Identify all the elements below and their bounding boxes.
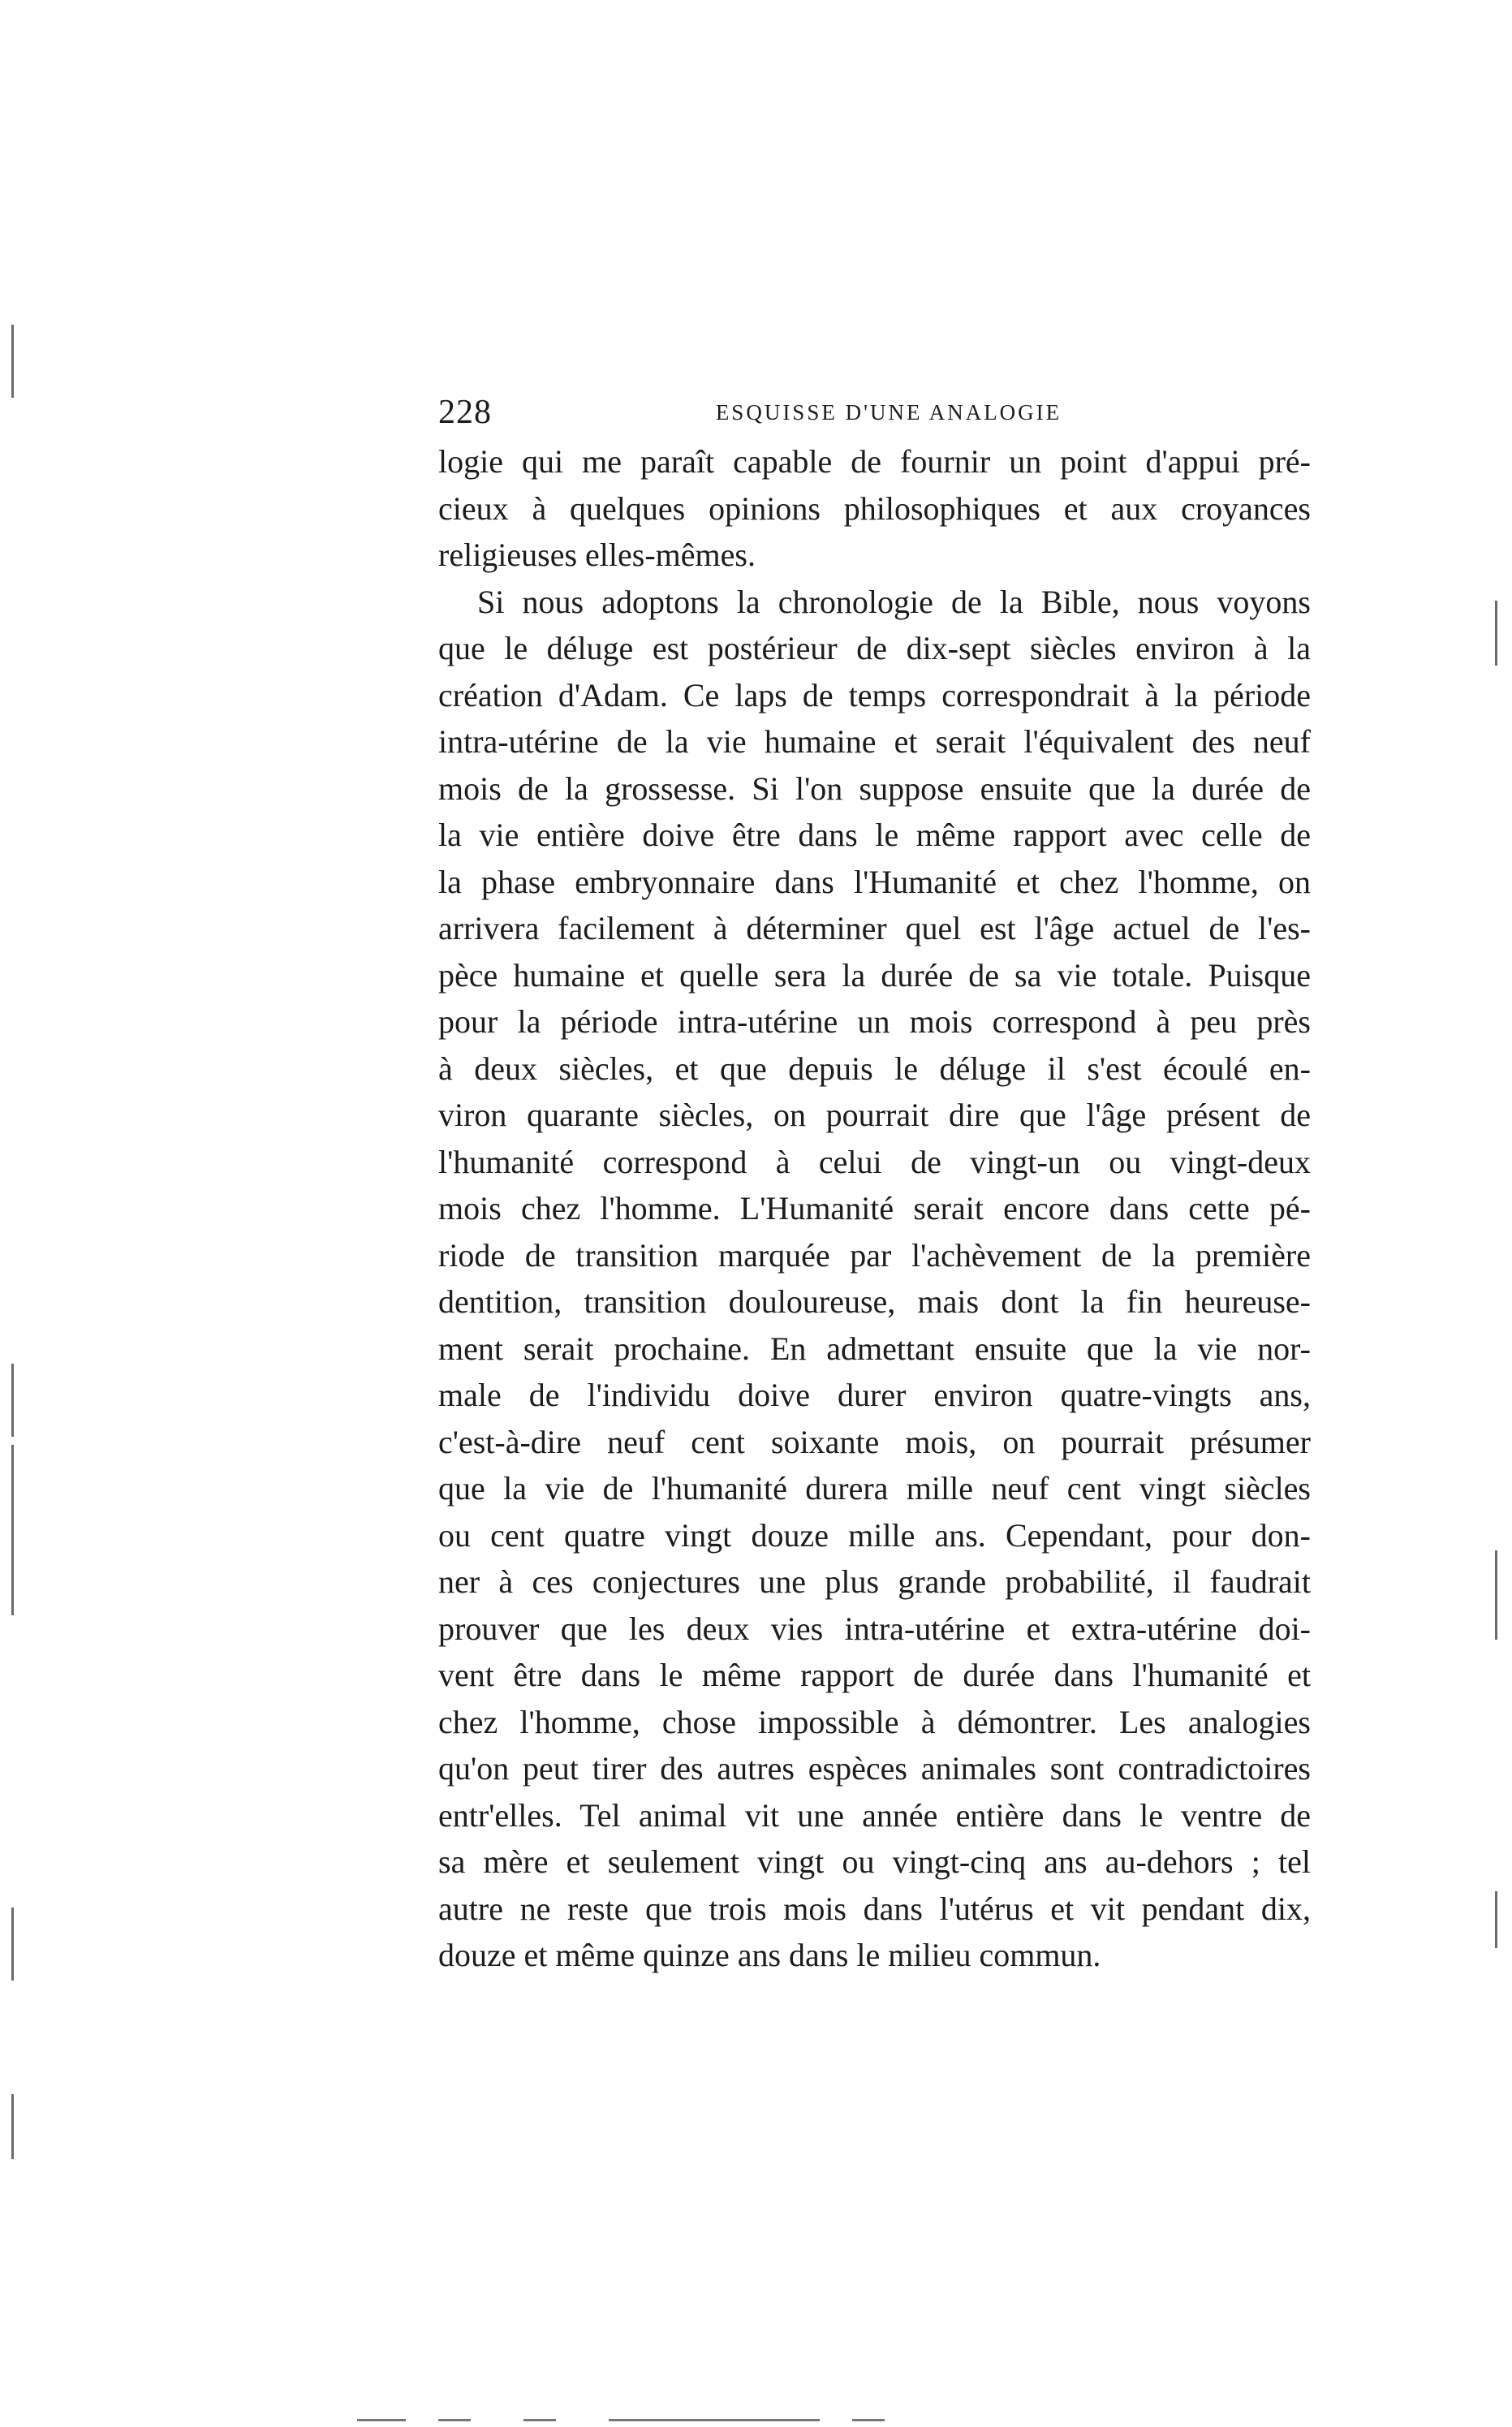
text-line: que le déluge est postérieur de dix-sept siècles environ à la [438, 630, 1311, 666]
text-line: male de l'individu doive durer environ quatre-vingts ans, [438, 1377, 1311, 1413]
scan-edge-mark [11, 325, 14, 398]
text-line: c'est-à-dire neuf cent soixante mois, on pourrait présumer [438, 1423, 1311, 1460]
text-line: à deux siècles, et que depuis le déluge il s'est écoulé en- [438, 1050, 1311, 1087]
scan-edge-mark [1495, 601, 1497, 666]
text-line: ment serait prochaine. En admettant ensuite que la vie nor- [438, 1330, 1311, 1367]
text-line: prouver que les deux vies intra-utérine et extra-utérine doi- [438, 1610, 1311, 1647]
text-line: que la vie de l'humanité durera mille neuf cent vingt siècles [438, 1470, 1311, 1507]
text-line: logie qui me paraît capable de fournir un point d'appui pré- [438, 443, 1311, 480]
text-line: arrivera facilement à déterminer quel est l'âge actuel de l'es- [438, 910, 1311, 946]
body-text [438, 438, 1311, 1979]
scan-bottom-rule [357, 2419, 406, 2421]
text-line: dentition, transition douloureuse, mais dont la fin heureuse- [438, 1283, 1311, 1320]
text-line: mois de la grossesse. Si l'on suppose ensuite que la durée de [438, 769, 1311, 807]
scan-edge-mark [11, 1908, 14, 1981]
text-line: autre ne reste que trois mois dans l'utérus et vit pendant dix, [438, 1890, 1311, 1927]
page-header [438, 388, 1307, 437]
text-line: sa mère et seulement vingt ou vingt-cinq ans au-dehors ; tel [438, 1843, 1311, 1880]
scan-edge-mark [1495, 1891, 1497, 1948]
running-title: ESQUISSE D'UNE ANALOGIE [715, 400, 1062, 425]
scan-edge-mark [11, 1364, 14, 1437]
scan-edge-mark [11, 1526, 14, 1615]
scan-bottom-rule [852, 2419, 885, 2421]
text-line: la vie entière doive être dans le même rapport avec celle de [438, 817, 1311, 853]
scan-bottom-rule [523, 2419, 556, 2421]
text-line: création d'Adam. Ce laps de temps correspondrait à la période [438, 676, 1311, 713]
scan-bottom-rule [438, 2419, 471, 2421]
text-line: entr'elles. Tel animal vit une année entière dans le ventre de [438, 1796, 1311, 1834]
text-line: religieuses elles-mêmes. [438, 537, 756, 573]
scan-bottom-rule [609, 2419, 820, 2421]
paragraph-start-line: Si nous adoptons la chronologie de la Bible, nous voyons [477, 583, 1311, 620]
page-number: 228 [438, 394, 492, 431]
text-line: chez l'homme, chose impossible à démontrer. Les analogies [438, 1703, 1311, 1740]
text-line: pèce humaine et quelle sera la durée de sa vie totale. Puisque [438, 956, 1311, 994]
text-line: pour la période intra-utérine un mois correspond à peu près [438, 1003, 1311, 1040]
text-line: mois chez l'homme. L'Humanité serait encore dans cette pé- [438, 1190, 1311, 1226]
text-line: douze et même quinze ans dans le milieu commun. [438, 1937, 1101, 1973]
scan-edge-mark [11, 1445, 14, 1534]
text-line: viron quarante siècles, on pourrait dire que l'âge présent de [438, 1097, 1311, 1133]
text-line: cieux à quelques opinions philosophiques et aux croyances [438, 489, 1311, 527]
text-line: ner à ces conjectures une plus grande probabilité, il faudrait [438, 1563, 1311, 1600]
text-line: la phase embryonnaire dans l'Humanité et chez l'homme, on [438, 863, 1311, 900]
text-line: qu'on peut tirer des autres espèces animales sont contradictoires [438, 1750, 1311, 1787]
text-line: l'humanité correspond à celui de vingt-un ou vingt-deux [438, 1143, 1311, 1180]
text-line: intra-utérine de la vie humaine et serait l'équivalent des neuf [438, 723, 1311, 760]
text-line: riode de transition marquée par l'achèvement de la première [438, 1236, 1311, 1274]
scan-edge-mark [1495, 1550, 1497, 1640]
text-line: ou cent quatre vingt douze mille ans. Cependant, pour don- [438, 1516, 1311, 1554]
scan-edge-mark [11, 2094, 14, 2159]
text-line: vent être dans le même rapport de durée dans l'humanité et [438, 1657, 1311, 1693]
